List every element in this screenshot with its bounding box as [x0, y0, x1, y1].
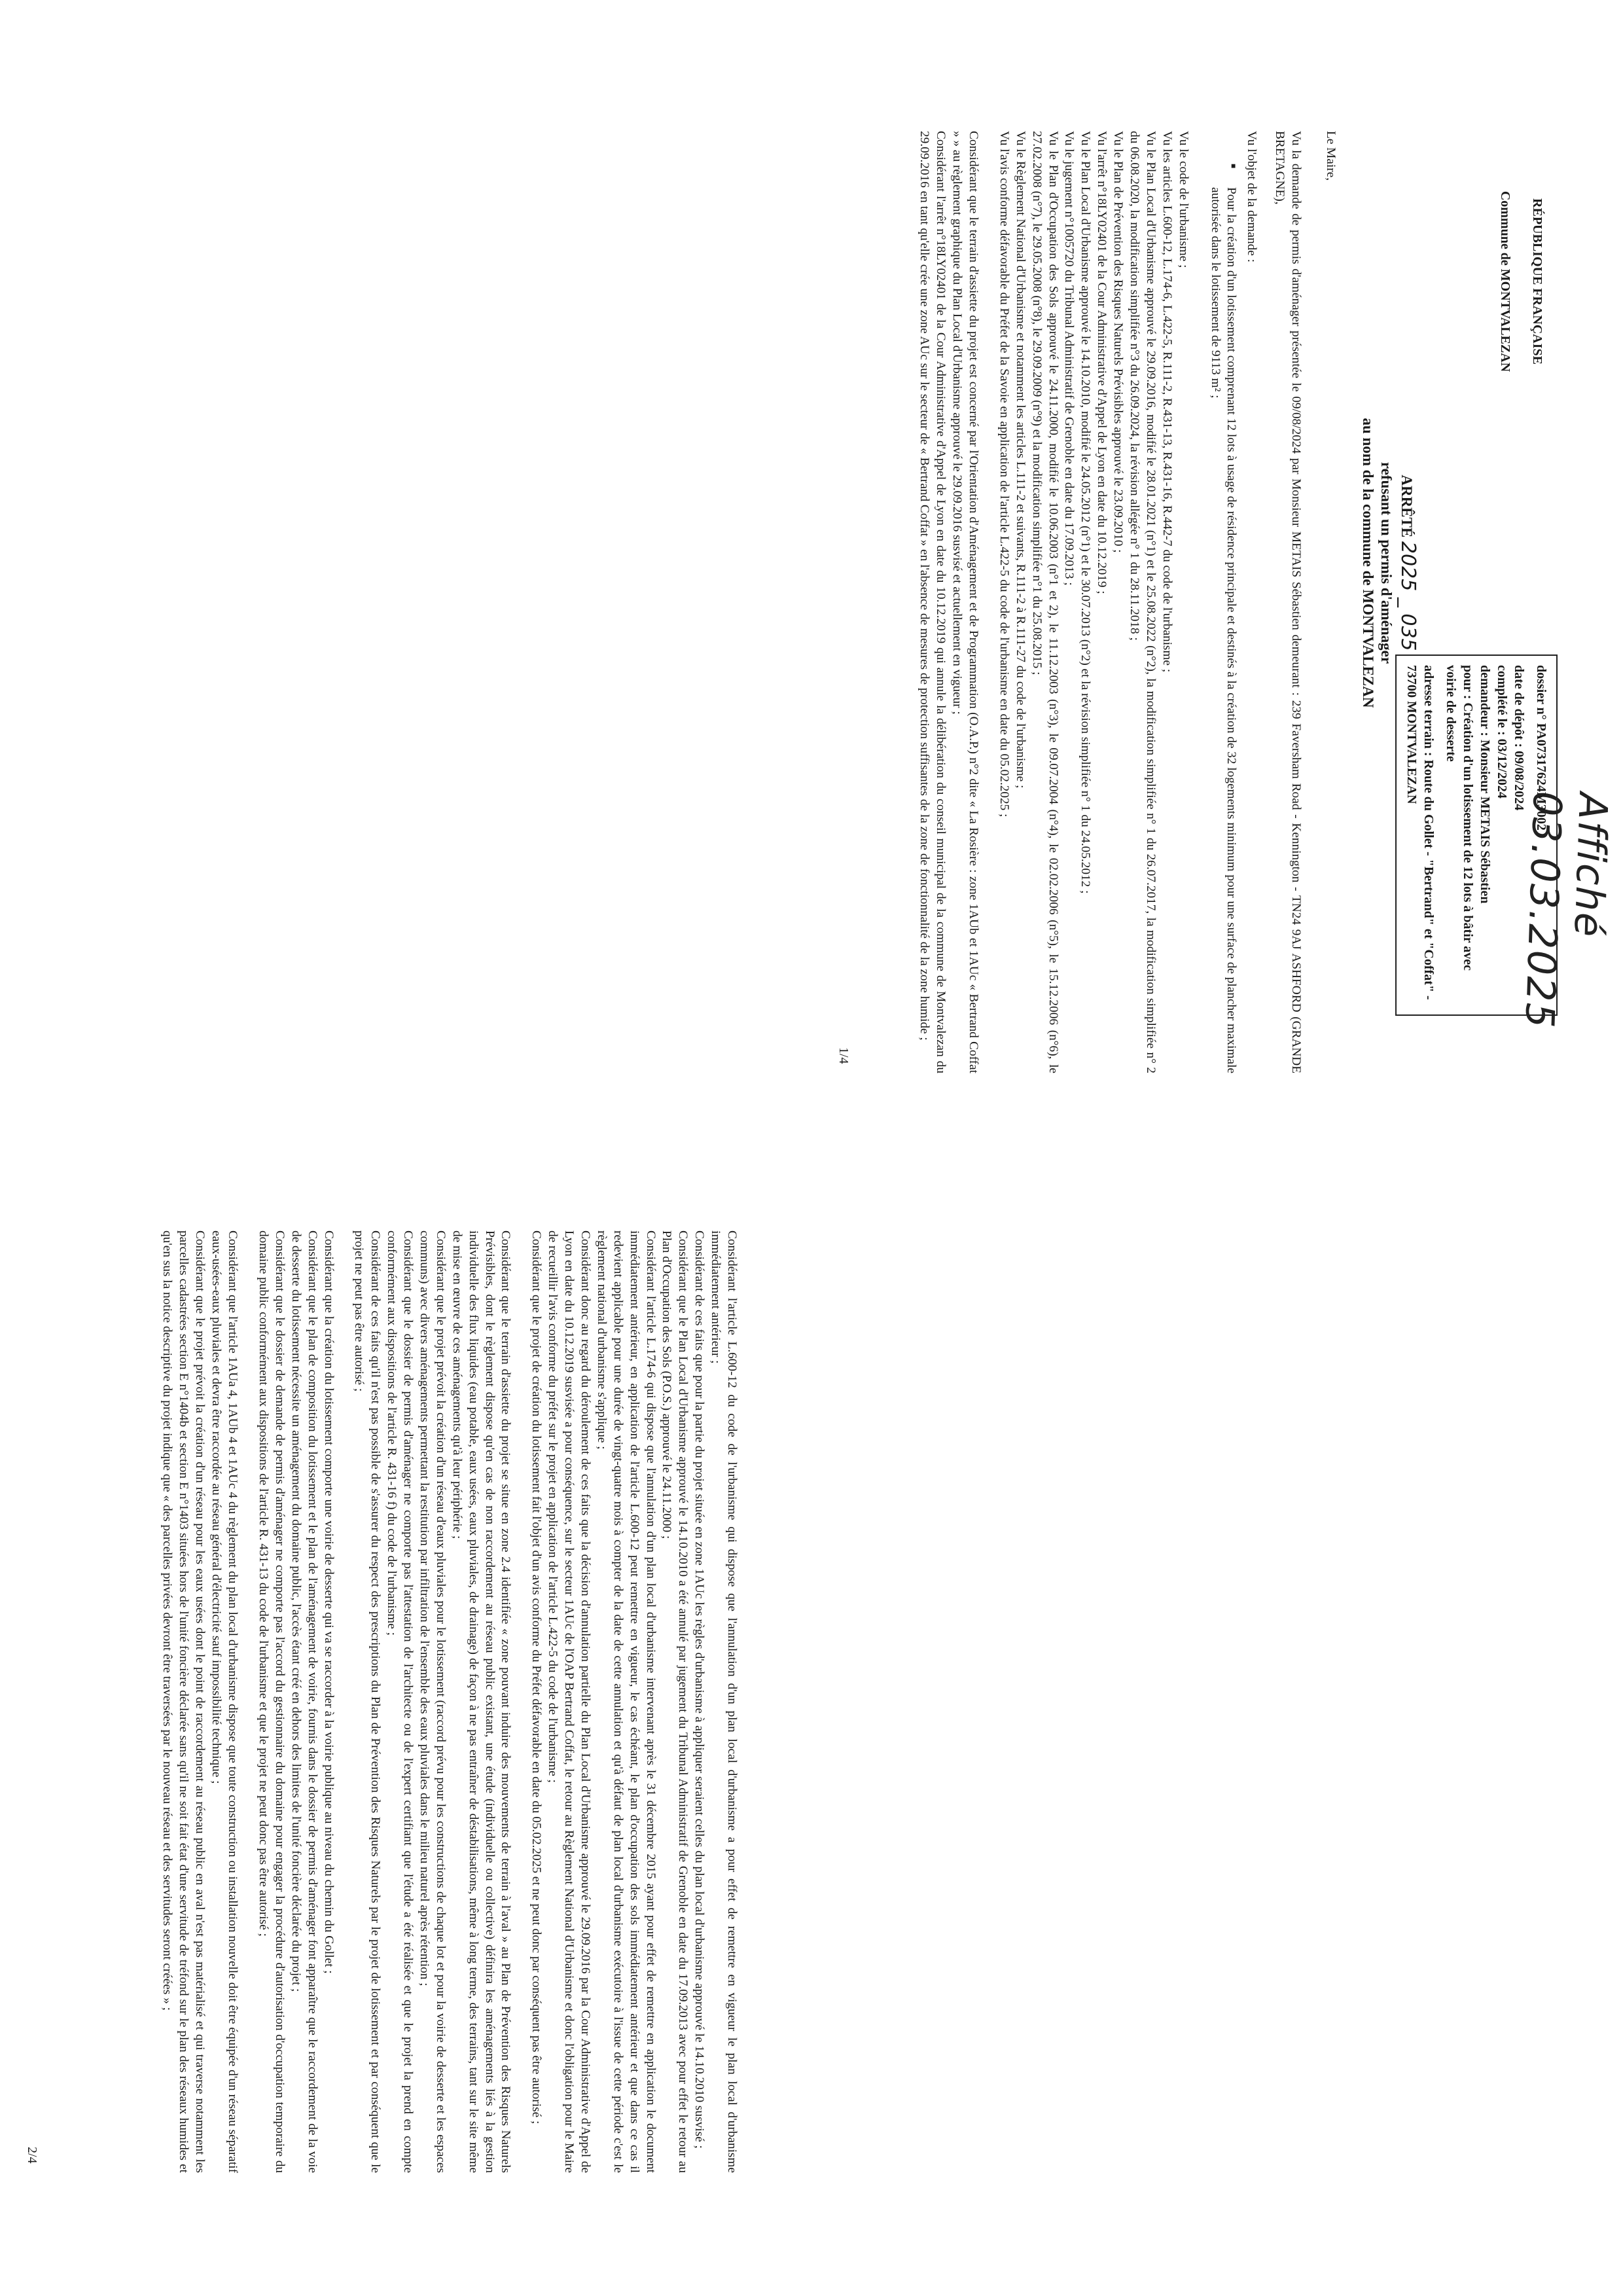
header-block [1480, 131, 1544, 432]
commune-heading: Commune de MONTVALEZAN [1498, 190, 1512, 372]
arrete-commune: au nom de la commune de MONTVALEZAN [1359, 418, 1376, 708]
paragraph: Considérant que le projet prévoit la création d'un réseau d'eaux pluviales pour le lotissement (raccord prévu pour les constructions de chaque lot et pour la voirie de desserte et les espaces communs) avec divers aménagements permettant la restitution par infiltration de l'ensemble des eaux pluviales dans le milieu naturel après rétention ; [417, 1230, 448, 2173]
bullet-item: ■ Pour la création d'un lotissement comprenant 12 lots à usage de résidence principale et destinés à la création de 32 logements minimum pour une surface de plancher maximale autorisée dans le lotissement de 9113 m² ; [1207, 131, 1240, 1073]
paragraph: Considérant que le terrain d'assiette du projet est concerné par l'Orientation d'Aménagement et de Programmation (O.A.P.) n°2 dite « La Rosière : zone 1AUb et 1AUc « Bertrand Coffat » » au règlement graphique du Plan Local d'Urbanisme approuvé le 29.09.2016 susvisé et actuellement en vigueur ; [950, 131, 980, 1073]
page-number: 2/4 [25, 2147, 39, 2164]
handwritten-posting-note: Affiché 03.03.2025 [1516, 790, 1616, 1030]
paragraph: Considérant que le plan de composition du lotissement et le plan de l'aménagement de voirie, fournis dans le dossier de permis d'aménager font apparaître que le raccordement de la voie de desserte du lotissement nécessite un aménagement du domaine public, l'accès étant créé en dehors des limites de l'unité foncière déclarée du projet ; [289, 1230, 319, 2173]
paragraph: Considérant que le projet de création du lotissement fait l'objet d'un avis conforme du Préfet défavorable en date du 05.02.2025 et ne peut donc par conséquent pas être autorisé ; [529, 1230, 544, 2125]
paragraph: Vu le code de l'urbanisme ; [1176, 131, 1190, 268]
republic-heading: RÉPUBLIQUE FRANÇAISE [1530, 198, 1544, 365]
paragraph: Vu le Plan de Prévention des Risques Naturels Prévisibles approuvé le 23.09.2010 ; [1111, 131, 1126, 553]
paragraph: Considérant de ces faits que pour la partie du projet située en zone 1AUc les règles d'urbanisme à appliquer seraient celles du plan local d'urbanisme approuvé le 14.10.2010 susvisé ; [692, 1230, 707, 2149]
paragraph: Vu le Plan Local d'Urbanisme approuvé le 14.10.2010, modifié le 24.05.2012 (n°1) et le 30.07.2013 (n°2) et la révision simplifiée n° 1 du 24.05.2012 ; [1079, 131, 1093, 894]
dossier-pour: pour : Création d'un lotissement de 12 lots à bâtir avec voirie de desserte [1444, 665, 1475, 971]
dossier-adresse: adresse terrain : Route du Gollet - "Bertrand" et "Coffat" - 73700 MONTVALEZAN [1404, 665, 1436, 1000]
paragraph: Considérant que la création du lotissement comporte une voirie de desserte qui va se raccorder à la voirie publique au niveau du chemin du Gollet ; [321, 1230, 336, 1974]
paragraph: Considérant l'article L.600-12 du code de l'urbanisme qui dispose que l'annulation d'un plan local d'urbanisme a pour effet de remettre en vigueur le plan local d'urbanisme immédiatement antérieur ; [709, 1230, 739, 2173]
paragraph: Considérant l'arrêt n°18LY02401 de la Cour Administrative d'Appel de Lyon en date du 10.12.2019 qui annule la délibération du conseil municipal de la commune de Montvalezan du 29.09.2016 en tant qu'elle crée une zone AUc sur le secteur de « Bertrand Coffat » en l'absence de mesures de protection suffisantes de la zone de fonctionnalité de la zone humide ; [918, 131, 948, 1073]
paragraph: Vu le Plan d'Occupation des Sols approuvé le 24.11.2000, modifié le 10.06.2003 (n°1 et 2), le 11.12.2003 (n°3), le 09.07.2004 (n°4), le 02.02.2006 (n°5), le 15.12.2006 (n°6), le 27.02.2008 (n°7), le 29.05.2008 (n°8), le 29.09.2009 (n°9) et la modification simplifiée n°1 du 25.08.2015 ; [1029, 131, 1060, 1073]
paragraph: Vu l'avis conforme défavorable du Préfet de la Savoie en application de l'article L.422-5 du code de l'urbanisme en date du 05.02.2025 ; [997, 131, 1011, 817]
arrete-subtitle: refusant un permis d'aménager [1378, 461, 1395, 664]
paragraph: Considérant l'article L.174-6 qui dispose que l'annulation d'un plan local d'urbanisme intervenant après le 31 décembre 2015 ayant pour effet de remettre en application le document immédiatement antérieur, en application de l'article L.600-12 peut remettre en vigueur, le cas échéant, le plan d'occupation des sols immédiatement antérieur et que dans ce cas il redevient applicable pour une durée de vingt-quatre mois à compter de la date de cette annulation et qu'à défaut de plan local d'urbanisme exécutoire à l'issue de cette période c'est le règlement national d'urbanisme s'applique ; [594, 1230, 658, 2173]
paragraph: Vu le jugement n°1005720 du Tribunal Administratif de Grenoble en date du 17.09.2013 ; [1062, 131, 1077, 586]
arrete-title [1358, 360, 1420, 766]
page-number: 1/4 [836, 1047, 851, 1064]
dossier-complete: complété le : 03/12/2024 [1495, 665, 1509, 798]
paragraph: Considérant donc au regard du déroulement de ces faits que la décision d'annulation partielle du Plan Local d'Urbanisme approuvé le 29.09.2016 par la Cour Administrative d'Appel de Lyon en date du 10.12.2019 susvisée a pour conséquence, sur le secteur 1AUc de l'OAP Bertrand Coffat, le retour au Règlement National d'Urbanisme et donc l'obligation pour le Maire de recueillir l'avis conforme du préfet sur le projet en application de l'article L.422-5 du code de l'urbanisme ; [546, 1230, 592, 2173]
dossier-date-depot: date de dépôt : 09/08/2024 [1512, 665, 1526, 811]
arrete-label: ARRÊTÉ [1399, 475, 1415, 538]
dossier-demandeur: demandeur : Monsieur METAIS Sébastien [1478, 665, 1492, 904]
paragraph: Considérant de ces faits qu'il n'est pas possible de s'assurer du respect des prescriptions du Plan de Prévention des Risques Naturels par le projet de lotissement et par conséquent que le projet ne peut pas être autorisé ; [352, 1230, 383, 2173]
paragraph: Considérant que le terrain d'assiette du projet se situe en zone 2.4 identifiée « zone pouvant induire des mouvements de terrain à l'aval » au Plan de Prévention des Risques Naturels Prévisibles, dont le règlement dispose qu'en cas de non raccordement au réseau public existant, une étude (individuelle ou collective) définira les aménagements liés à la gestion individuelle des flux liquides (eau potable, eaux usées, eaux pluviales, de drainage) de façon à ne pas entraîner de déstabilisations, même à long terme, des terrains, tant sur le site même de mise en œuvre de ces aménagements qu'à leur périphérie ; [450, 1230, 513, 2173]
paragraph: Vu la demande de permis d'aménager présentée le 09/08/2024 par Monsieur METAIS Sébastien demeurant : 239 Faversham Road - Kennington - TN24 9AJ ASHFORD (GRANDE BRETAGNE), [1273, 131, 1304, 1073]
page1-body [909, 131, 1338, 1073]
document-page-2 [0, 1178, 772, 2238]
paragraph: Le Maire, [1324, 131, 1338, 181]
paragraph: Considérant que l'article 1AUa 4, 1AUb 4 et 1AUc 4 du règlement du plan local d'urbanisme dispose que toute construction ou installation nouvelle doit être équipée d'un réseau séparatif eaux-usées-eaux pluviales et devra être raccordée au réseau général d'électricité sauf impossibilité technique ; [209, 1230, 240, 2173]
document-page-1 [812, 79, 1616, 1139]
paragraph: Considérant que le Plan Local d'Urbanisme approuvé le 14.10.2010 a été annulé par jugement du Tribunal Administratif de Grenoble en date du 17.09.2013 avec pour effet le retour au Plan d'Occupation des Sols (P.O.S.) approuvé le 24.11.2000 ; [660, 1230, 690, 2173]
paragraph: Considérant que le projet prévoit la création d'un réseau pour les eaux usées dont le point de raccordement au réseau public en aval n'est pas matérialisé et qui traverse notamment les parcelles cadastrées section E n°1404b et section E n°1403 situées hors de l'unité foncière déclarée sans qu'il ne soit fait état d'une servitude de tréfond sur le plan des réseaux humides et qu'en sus la notice descriptive du projet indique que « des parcelles privées devront être traversées par le nouveau réseau et des servitudes seront créées » ; [160, 1230, 207, 2173]
paragraph: Vu le Règlement National d'Urbanisme et notamment les articles L.111-2 et suivants, R.111-2 à R.111-27 du code de l'urbanisme ; [1013, 131, 1027, 789]
paragraph: Considérant que le dossier de demande de permis d'aménager ne comporte pas l'accord du gestionnaire du domaine pour engager la procédure d'autorisation d'occupation temporaire du domaine public conformément aux dispositions de l'article R. 431-13 du code de l'urbanisme et que le projet ne peut donc pas être autorisé ; [256, 1230, 287, 2173]
paragraph: Vu les articles L.600-12, L.174-6, L.422-5, R.111-2, R.431-13, R.431-16, R.442-7 du code de l'urbanisme ; [1160, 131, 1174, 673]
paragraph: Vu l'arrêt n°18LY02401 de la Cour Administrative d'Appel de Lyon en date du 10.12.2019 ; [1095, 131, 1109, 594]
arrete-number: 2025 _ 035 [1397, 541, 1419, 651]
paragraph: Vu le Plan Local d'Urbanisme approuvé le 29.09.2016, modifié le 28.01.2021 (n°1) et le 25.08.2022 (n°2), la modification simplifiée n° 1 du 26.07.2017, la modification simplifiée n° 2 du 06.08.2020, la modification simplifiée n°3 du 26.09.2024, la révision allégée n° 1 du 28.11.2018 ; [1127, 131, 1158, 1073]
page2-body [159, 1230, 740, 2173]
paragraph: Vu l'objet de la demande : [1245, 131, 1259, 262]
paragraph: Considérant que le dossier de permis d'aménager ne comporte pas l'attestation de l'architecte ou de l'expert certifiant que l'étude a été réalisée et que le projet la prend en compte conformément aux dispositions de l'article R. 431-16 f) du code de l'urbanisme ; [385, 1230, 416, 2173]
dossier-number: dossier n° PA07317624M3002 [1534, 665, 1548, 831]
